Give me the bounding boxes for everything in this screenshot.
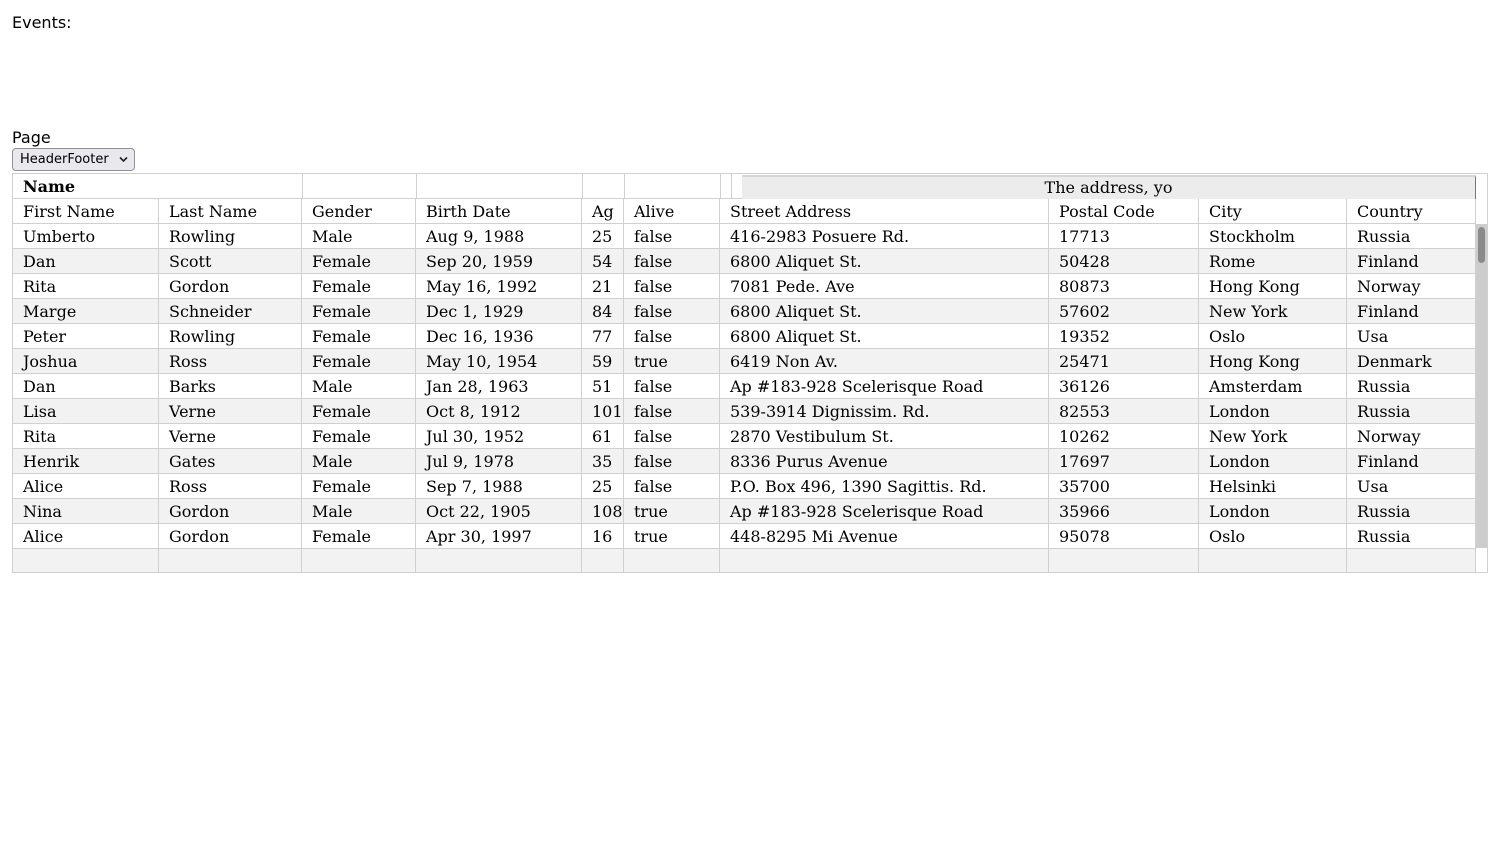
col-postal-code-cell: 57602 <box>1049 299 1199 324</box>
col-age-cell: 84 <box>582 299 624 324</box>
col-birth-date-cell: Oct 8, 1912 <box>416 399 582 424</box>
col-last-name-cell: Verne <box>159 424 302 449</box>
col-gender-cell: Female <box>302 524 416 549</box>
table-row[interactable] <box>13 474 1476 499</box>
col-postal-code-cell: 95078 <box>1049 524 1199 549</box>
col-country-cell: Russia <box>1347 524 1476 549</box>
table-row[interactable] <box>13 399 1476 424</box>
table-row[interactable] <box>13 374 1476 399</box>
group-header-address[interactable] <box>732 174 1476 199</box>
col-alive-cell: false <box>624 374 720 399</box>
col-street-address-cell: 7081 Pede. Ave <box>720 274 1049 299</box>
col-postal-code-cell: 17697 <box>1049 449 1199 474</box>
col-city-cell: Oslo <box>1199 324 1347 349</box>
col-country-cell: Norway <box>1347 424 1476 449</box>
col-last-name-cell: Verne <box>159 399 302 424</box>
col-street-address-cell: 6419 Non Av. <box>720 349 1049 374</box>
col-street-address-cell: 448-8295 Mi Avenue <box>720 524 1049 549</box>
col-street-address-cell: 416-2983 Posuere Rd. <box>720 224 1049 249</box>
col-country-cell: Russia <box>1347 499 1476 524</box>
col-first-name-cell: Marge <box>13 299 159 324</box>
col-first-name-cell: Rita <box>13 274 159 299</box>
group-header-name[interactable]: Name <box>13 174 303 199</box>
col-city-cell: Rome <box>1199 249 1347 274</box>
col-country-cell: Russia <box>1347 374 1476 399</box>
col-age-cell <box>582 549 624 573</box>
col-street-address-header[interactable]: Street Address <box>720 199 1049 224</box>
col-first-name-cell: Peter <box>13 324 159 349</box>
group-header-row <box>13 174 1476 199</box>
col-age-cell: 61 <box>582 424 624 449</box>
col-gender-header[interactable]: Gender <box>302 199 416 224</box>
col-birth-date-cell: Sep 20, 1959 <box>416 249 582 274</box>
col-last-name-cell: Gates <box>159 449 302 474</box>
page-select[interactable] <box>12 148 135 171</box>
col-city-cell: Helsinki <box>1199 474 1347 499</box>
col-alive-cell: true <box>624 499 720 524</box>
col-alive-cell: true <box>624 524 720 549</box>
col-alive-cell: true <box>624 349 720 374</box>
col-first-name-cell: Umberto <box>13 224 159 249</box>
col-last-name-cell: Ross <box>159 474 302 499</box>
col-gender-cell: Male <box>302 499 416 524</box>
col-age-cell: 16 <box>582 524 624 549</box>
col-postal-code-cell: 50428 <box>1049 249 1199 274</box>
table-row[interactable] <box>13 274 1476 299</box>
col-last-name-cell: Schneider <box>159 299 302 324</box>
col-city-cell: Amsterdam <box>1199 374 1347 399</box>
col-age-cell: 35 <box>582 449 624 474</box>
col-city-cell: New York <box>1199 299 1347 324</box>
col-first-name-cell: Henrik <box>13 449 159 474</box>
col-gender-cell: Female <box>302 424 416 449</box>
col-city-cell: New York <box>1199 424 1347 449</box>
group-header-empty <box>417 174 583 199</box>
col-gender-cell: Female <box>302 299 416 324</box>
col-last-name-cell: Ross <box>159 349 302 374</box>
col-country-cell: Russia <box>1347 224 1476 249</box>
col-gender-cell <box>302 549 416 573</box>
col-age-cell: 54 <box>582 249 624 274</box>
col-alive-cell: false <box>624 324 720 349</box>
col-country-cell: Usa <box>1347 324 1476 349</box>
col-first-name-cell: Nina <box>13 499 159 524</box>
col-age-cell: 108 <box>582 499 624 524</box>
col-age-cell: 51 <box>582 374 624 399</box>
col-first-name-cell: Joshua <box>13 349 159 374</box>
col-postal-code-cell: 82553 <box>1049 399 1199 424</box>
header-spacer <box>1476 174 1488 224</box>
col-alive-cell: false <box>624 224 720 249</box>
col-birth-date-cell: May 16, 1992 <box>416 274 582 299</box>
col-birth-date-cell: Dec 16, 1936 <box>416 324 582 349</box>
col-age-cell: 101 <box>582 399 624 424</box>
col-gender-cell: Male <box>302 374 416 399</box>
col-alive-cell: false <box>624 474 720 499</box>
col-city-header[interactable]: City <box>1199 199 1347 224</box>
col-first-name-cell: Lisa <box>13 399 159 424</box>
col-first-name-cell <box>13 549 159 573</box>
group-header-empty <box>625 174 721 199</box>
col-postal-code-cell: 35966 <box>1049 499 1199 524</box>
col-street-address-cell: 539-3914 Dignissim. Rd. <box>720 399 1049 424</box>
col-country-cell: Usa <box>1347 474 1476 499</box>
col-country-header[interactable]: Country <box>1347 199 1476 224</box>
table-row[interactable] <box>13 524 1476 549</box>
col-street-address-cell: 2870 Vestibulum St. <box>720 424 1049 449</box>
col-gender-cell: Male <box>302 224 416 249</box>
col-birth-date-cell: Dec 1, 1929 <box>416 299 582 324</box>
col-postal-code-cell: 19352 <box>1049 324 1199 349</box>
table-row[interactable] <box>13 299 1476 324</box>
col-alive-cell: false <box>624 274 720 299</box>
table-row[interactable] <box>13 324 1476 349</box>
col-postal-code-cell <box>1049 549 1199 573</box>
col-country-cell: Russia <box>1347 399 1476 424</box>
col-birth-date-cell: Jan 28, 1963 <box>416 374 582 399</box>
col-first-name-header[interactable]: First Name <box>13 199 159 224</box>
col-alive-cell: false <box>624 424 720 449</box>
col-alive-header[interactable]: Alive <box>624 199 720 224</box>
col-city-cell: Oslo <box>1199 524 1347 549</box>
col-street-address-cell: 8336 Purus Avenue <box>720 449 1049 474</box>
col-country-cell <box>1347 549 1476 573</box>
col-birth-date-cell <box>416 549 582 573</box>
col-birth-date-header[interactable]: Birth Date <box>416 199 582 224</box>
col-gender-cell: Female <box>302 399 416 424</box>
data-grid <box>12 173 1488 573</box>
col-birth-date-cell: Sep 7, 1988 <box>416 474 582 499</box>
col-gender-cell: Female <box>302 324 416 349</box>
page-select-value: HeaderFooter <box>20 152 109 167</box>
col-birth-date-cell: Aug 9, 1988 <box>416 224 582 249</box>
col-gender-cell: Female <box>302 349 416 374</box>
col-postal-code-cell: 36126 <box>1049 374 1199 399</box>
col-alive-cell: false <box>624 299 720 324</box>
col-last-name-header[interactable]: Last Name <box>159 199 302 224</box>
col-age-cell: 59 <box>582 349 624 374</box>
col-last-name-cell <box>159 549 302 573</box>
table-row[interactable] <box>13 499 1476 524</box>
col-city-cell <box>1199 549 1347 573</box>
col-city-cell: Hong Kong <box>1199 349 1347 374</box>
col-city-cell: Stockholm <box>1199 224 1347 249</box>
scrollbar-thumb[interactable] <box>1478 227 1485 263</box>
col-country-cell: Finland <box>1347 449 1476 474</box>
col-last-name-cell: Rowling <box>159 324 302 349</box>
col-first-name-cell: Dan <box>13 374 159 399</box>
chevron-down-icon <box>119 156 128 163</box>
col-alive-cell: false <box>624 399 720 424</box>
table-row[interactable] <box>13 349 1476 374</box>
col-street-address-cell: P.O. Box 496, 1390 Sagittis. Rd. <box>720 474 1049 499</box>
col-postal-code-cell: 35700 <box>1049 474 1199 499</box>
group-header-empty <box>583 174 625 199</box>
col-first-name-cell: Alice <box>13 474 159 499</box>
col-street-address-cell: 6800 Aliquet St. <box>720 249 1049 274</box>
col-city-cell: London <box>1199 449 1347 474</box>
col-postal-code-cell: 10262 <box>1049 424 1199 449</box>
col-street-address-cell: 6800 Aliquet St. <box>720 324 1049 349</box>
col-last-name-cell: Rowling <box>159 224 302 249</box>
col-alive-cell: false <box>624 449 720 474</box>
col-birth-date-cell: Jul 30, 1952 <box>416 424 582 449</box>
col-city-cell: London <box>1199 399 1347 424</box>
col-last-name-cell: Barks <box>159 374 302 399</box>
col-last-name-cell: Gordon <box>159 499 302 524</box>
vertical-scrollbar[interactable] <box>1476 224 1488 548</box>
col-postal-code-header[interactable]: Postal Code <box>1049 199 1199 224</box>
col-gender-cell: Male <box>302 449 416 474</box>
col-last-name-cell: Scott <box>159 249 302 274</box>
events-label: Events: <box>12 13 72 32</box>
col-country-cell: Denmark <box>1347 349 1476 374</box>
col-postal-code-cell: 80873 <box>1049 274 1199 299</box>
group-header-empty <box>721 174 732 199</box>
col-city-cell: Hong Kong <box>1199 274 1347 299</box>
table-row[interactable] <box>13 424 1476 449</box>
col-age-cell: 21 <box>582 274 624 299</box>
col-street-address-cell: Ap #183-928 Scelerisque Road <box>720 499 1049 524</box>
col-last-name-cell: Gordon <box>159 274 302 299</box>
col-country-cell: Finland <box>1347 299 1476 324</box>
col-birth-date-cell: Oct 22, 1905 <box>416 499 582 524</box>
col-birth-date-cell: Apr 30, 1997 <box>416 524 582 549</box>
col-age-cell: 77 <box>582 324 624 349</box>
col-age-header[interactable]: Ag <box>582 199 624 224</box>
col-gender-cell: Female <box>302 274 416 299</box>
col-last-name-cell: Gordon <box>159 524 302 549</box>
col-gender-cell: Female <box>302 474 416 499</box>
col-first-name-cell: Alice <box>13 524 159 549</box>
group-header-empty <box>303 174 417 199</box>
col-postal-code-cell: 25471 <box>1049 349 1199 374</box>
table-row[interactable] <box>13 249 1476 274</box>
table-row[interactable] <box>13 449 1476 474</box>
col-birth-date-cell: May 10, 1954 <box>416 349 582 374</box>
column-header-row <box>13 199 1476 224</box>
col-city-cell: London <box>1199 499 1347 524</box>
col-birth-date-cell: Jul 9, 1978 <box>416 449 582 474</box>
col-country-cell: Finland <box>1347 249 1476 274</box>
empty-table-row[interactable] <box>13 549 1476 573</box>
col-alive-cell <box>624 549 720 573</box>
corner-spacer <box>1476 548 1488 573</box>
col-alive-cell: false <box>624 249 720 274</box>
col-age-cell: 25 <box>582 224 624 249</box>
group-header-address-label: The address, yo <box>742 175 1477 199</box>
col-postal-code-cell: 17713 <box>1049 224 1199 249</box>
col-street-address-cell: Ap #183-928 Scelerisque Road <box>720 374 1049 399</box>
col-street-address-cell <box>720 549 1049 573</box>
table-row[interactable] <box>13 224 1476 249</box>
col-country-cell: Norway <box>1347 274 1476 299</box>
col-age-cell: 25 <box>582 474 624 499</box>
col-street-address-cell: 6800 Aliquet St. <box>720 299 1049 324</box>
col-gender-cell: Female <box>302 249 416 274</box>
col-first-name-cell: Rita <box>13 424 159 449</box>
col-first-name-cell: Dan <box>13 249 159 274</box>
page-label: Page <box>12 128 51 147</box>
